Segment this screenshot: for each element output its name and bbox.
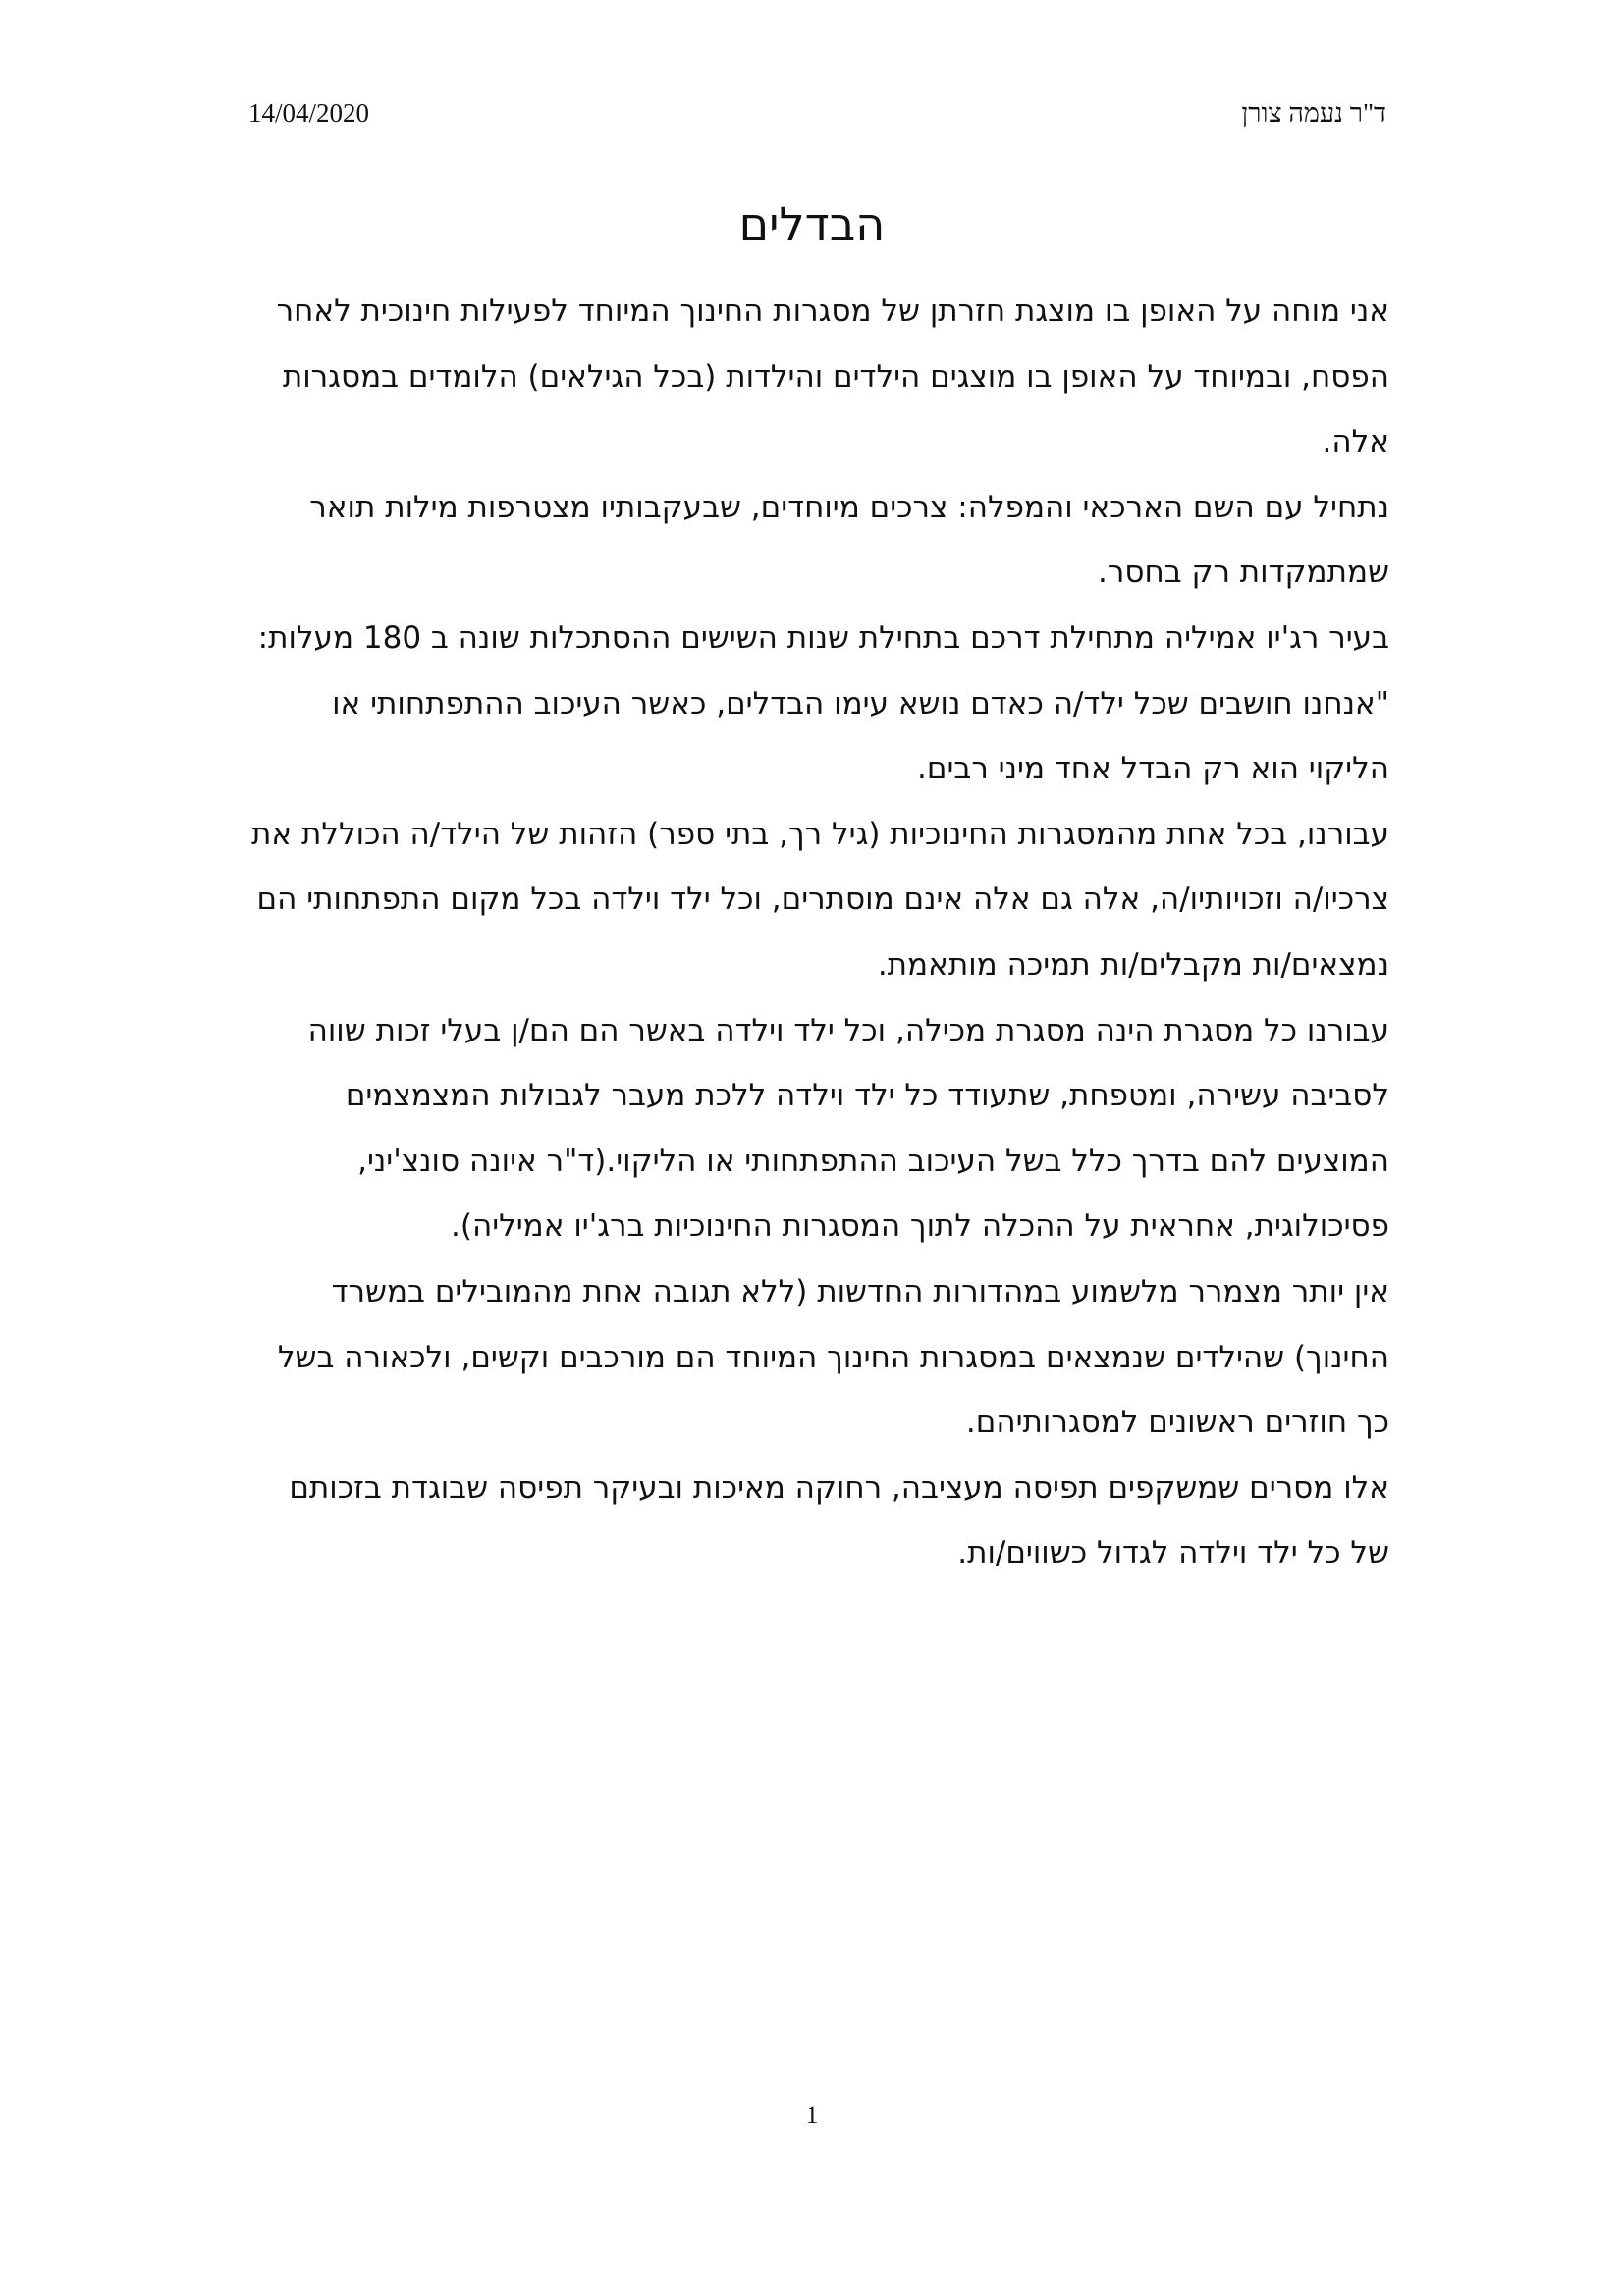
paragraph: בעיר רג'יו אמיליה מתחילת דרכם בתחילת שנות השישים ההסתכלות שונה ב 180 מעלות: <box>257 619 1389 656</box>
paragraph: "אנחנו חושבים שכל ילד/ה כאדם נושא עימו הבדלים, כאשר העיכוב ההתפתחותי או הליקוי הוא רק הבדל אחד מיני רבים. <box>332 685 1389 787</box>
paragraph: נתחיל עם השם הארכאי והמפלה: צרכים מיוחדים, שבעקבותיו מצטרפות מילות תואר שמתמקדות רק בחסר. <box>309 489 1389 591</box>
paragraph: אין יותר מצמרר מלשמוע במהדורות החדשות (ללא תגובה אחת מהמובילים במשרד החינוך) שהילדים שנמצאים במסגרות החינוך המיוחד הם מורכבים וקשים, ולכאורה בשל כך חוזרים ראשונים למסגרותיהם. <box>277 1273 1389 1441</box>
paragraph: אלו מסרים שמשקפים תפיסה מעציבה, רחוקה מאיכות ובעיקר תפיסה שבוגדת בזכותם של כל ילד וילדה לגדול כשווים/ות. <box>289 1469 1389 1572</box>
paragraph: עבורנו כל מסגרת הינה מסגרת מכילה, וכל ילד וילדה באשר הם הם/ן בעלי זכות שווה לסביבה עשירה, ומטפחת, שתעודד כל ילד וילדה ללכת מעבר לגבולות המצמצמים המוצעים להם בדרך כלל בשל העיכוב ההתפתחותי או הליקוי.(ד"ר איונה סונצ'יני, פסיכולוגית, אחראית על ההכלה לתוך המסגרות החינוכיות ברג'יו אמיליה). <box>307 1012 1389 1245</box>
header-date: 14/04/2020 <box>248 98 370 128</box>
paragraph: עבורנו, בכל אחת מהמסגרות החינוכיות (גיל רך, בתי ספר) הזהות של הילד/ה הכוללת את צרכיו/ה וזכויותיו/ה, אלה גם אלה אינם מוסתרים, וכל ילד וילדה בכל מקום התפתחותי הם נמצאים/ות מקבלים/ות תמיכה מותאמת. <box>251 816 1389 983</box>
document-body <box>244 279 1389 1586</box>
document-title: הבדלים <box>738 197 886 250</box>
header-author: ד"ר נעמה צורן <box>1241 98 1386 128</box>
paragraph: אני מוחה על האופן בו מוצגת חזרתן של מסגרות החינוך המיוחד לפעילות חינוכית לאחר הפסח, ובמיוחד על האופן בו מוצגים הילדים והילדות (בכל הגילאים) הלומדים במסגרות אלה. <box>276 294 1389 460</box>
page-number: 1 <box>805 2101 819 2129</box>
